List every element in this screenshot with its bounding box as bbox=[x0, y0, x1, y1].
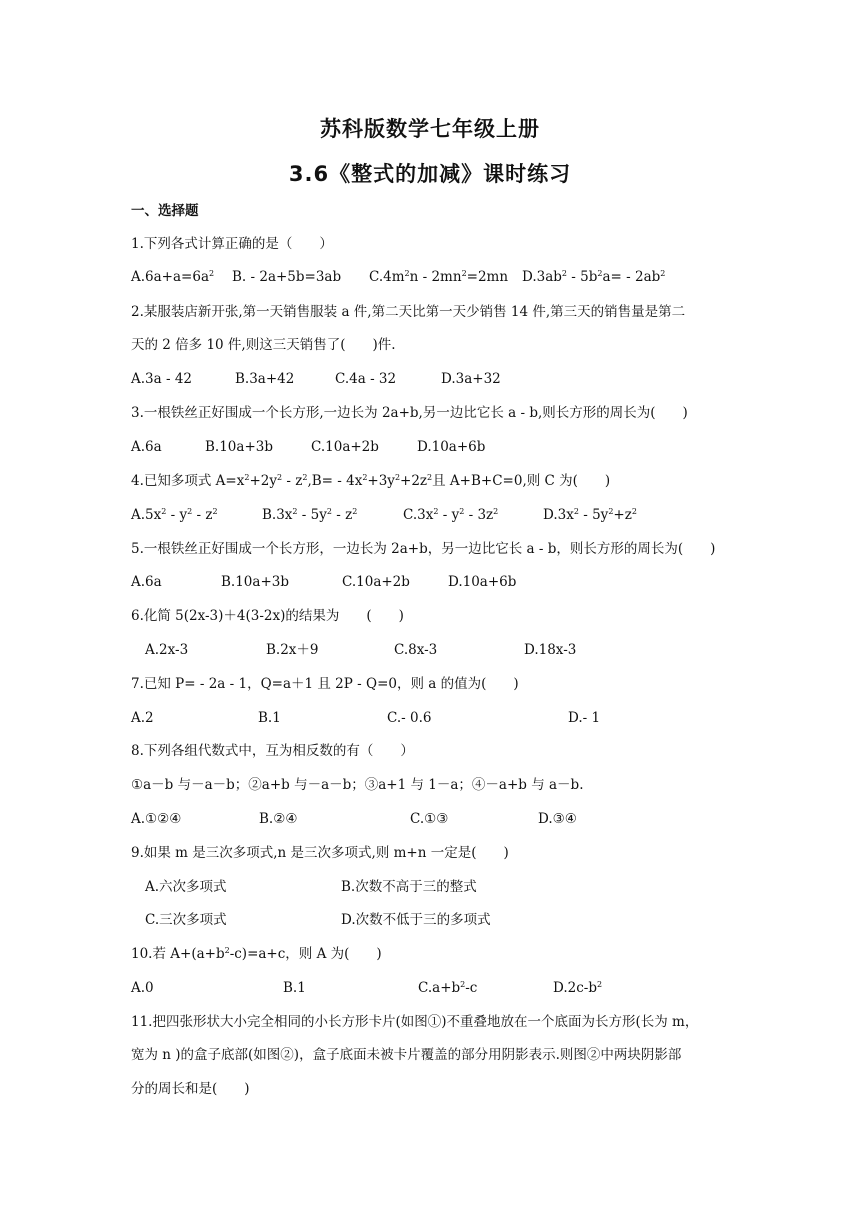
q4-option-b: $B.3x^2 - 5y^2 - z^2$ bbox=[262, 507, 358, 523]
question-5-stem: 5.一根铁丝正好围成一个长方形，一边长为 2a+b，另一边比它长 a - b，则长方形的周长为( ) bbox=[131, 541, 716, 557]
q5-option-a: A.6a bbox=[131, 574, 162, 590]
q8-option-a: A.①②④ bbox=[131, 811, 182, 827]
question-8-pairs: ①a－b 与－a－b；②a+b 与－a－b；③a+1 与 1－a；④－a+b 与 a－b. bbox=[131, 777, 584, 793]
q2-option-c: C.4a - 32 bbox=[335, 371, 397, 387]
q1-option-d: $D.3ab^2 - 5b^2a= - 2ab^2$ bbox=[522, 269, 666, 285]
question-7-stem: 7.已知 P= - 2a - 1，Q=a＋1 且 2P - Q=0，则 a 的值为( ) bbox=[131, 676, 519, 692]
q2-option-a: A.3a - 42 bbox=[131, 371, 193, 387]
question-11-stem-line1: 11.把四张形状大小完全相同的小长方形卡片(如图①)不重叠地放在一个底面为长方形(长为 m， bbox=[131, 1014, 699, 1030]
question-8-stem: 8.下列各组代数式中，互为相反数的有（ ） bbox=[131, 743, 414, 759]
q10-option-c: $C.a+b^2-c$ bbox=[418, 980, 478, 996]
q8-option-d: D.③④ bbox=[538, 811, 577, 827]
q6-option-d: D.18x-3 bbox=[524, 642, 577, 658]
question-10-stem: 10.若 $A+(a+b^2-c)=a+c$，则 A 为( ) bbox=[131, 946, 382, 962]
q1-option-a: $A.6a+a=6a^2$ bbox=[131, 269, 215, 285]
q7-option-b: B.1 bbox=[258, 710, 281, 726]
question-11-stem-line3: 分的周长和是( ) bbox=[131, 1081, 250, 1097]
q5-option-b: B.10a+3b bbox=[221, 574, 289, 590]
q3-option-a: A.6a bbox=[131, 439, 162, 455]
q5-option-d: D.10a+6b bbox=[448, 574, 517, 590]
question-2-stem-line2: 天的 2 倍多 10 件,则这三天销售了( )件. bbox=[131, 337, 396, 353]
q4-option-d: $D.3x^2 - 5y^2+z^2$ bbox=[543, 507, 637, 523]
q10-option-b: B.1 bbox=[283, 980, 306, 996]
q6-option-b: B.2x＋9 bbox=[266, 642, 319, 658]
q6-option-c: C.8x-3 bbox=[394, 642, 438, 658]
question-1-stem: 1.下列各式计算正确的是（ ） bbox=[131, 236, 333, 252]
q7-option-d: D.- 1 bbox=[568, 710, 601, 726]
question-11-stem-line2: 宽为 n )的盒子底部(如图②)，盒子底面未被卡片覆盖的部分用阴影表示.则图②中两块阴影部 bbox=[131, 1047, 682, 1063]
q10-option-d: $D.2c-b^2$ bbox=[553, 980, 603, 996]
q4-option-a: $A.5x^2 - y^2 - z^2$ bbox=[131, 507, 218, 523]
question-9-stem: 9.如果 m 是三次多项式,n 是三次多项式,则 m+n 一定是( ) bbox=[131, 845, 509, 861]
q10-option-a: A.0 bbox=[131, 980, 154, 996]
q4-option-c: $C.3x^2 - y^2 - 3z^2$ bbox=[403, 507, 499, 523]
q8-option-b: B.②④ bbox=[259, 811, 298, 827]
q8-option-c: C.①③ bbox=[410, 811, 449, 827]
question-2-stem-line1: 2.某服装店新开张,第一天销售服装 a 件,第二天比第一天少销售 14 件,第三天的销售量是第二 bbox=[131, 304, 686, 320]
section-heading: 一、选择题 bbox=[131, 203, 199, 219]
question-3-stem: 3.一根铁丝正好围成一个长方形,一边长为 2a+b,另一边比它长 a - b,则长方形的周长为( ) bbox=[131, 405, 688, 421]
q9-option-b: B.次数不高于三的整式 bbox=[341, 879, 477, 895]
q7-option-a: A.2 bbox=[131, 710, 154, 726]
question-6-stem: 6.化简 5(2x-3)＋4(3-2x)的结果为 ( ) bbox=[131, 608, 404, 624]
q9-option-a: A.六次多项式 bbox=[145, 879, 227, 895]
q5-option-c: C.10a+2b bbox=[342, 574, 410, 590]
q3-option-d: D.10a+6b bbox=[417, 439, 486, 455]
q9-option-c: C.三次多项式 bbox=[145, 912, 227, 928]
q6-option-a: A.2x-3 bbox=[145, 642, 189, 658]
q3-option-c: C.10a+2b bbox=[311, 439, 379, 455]
question-4-stem: 4.已知多项式 $A=x^2+2y^2 - z^2,B= - 4x^2+3y^2+2z^2$且 A+B+C=0,则 C 为( ) bbox=[131, 473, 611, 489]
q3-option-b: B.10a+3b bbox=[205, 439, 273, 455]
q9-option-d: D.次数不低于三的多项式 bbox=[341, 912, 491, 928]
q7-option-c: C.- 0.6 bbox=[387, 710, 432, 726]
q1-option-b: B. - 2a+5b=3ab bbox=[232, 269, 342, 285]
q1-option-c: $C.4m^2n - 2mn^2=2mn$ bbox=[369, 269, 509, 285]
document-title: 苏科版数学七年级上册 bbox=[320, 117, 540, 141]
document-subtitle: 3.6《整式的加减》课时练习 bbox=[288, 162, 572, 186]
q2-option-b: B.3a+42 bbox=[235, 371, 295, 387]
q2-option-d: D.3a+32 bbox=[441, 371, 501, 387]
